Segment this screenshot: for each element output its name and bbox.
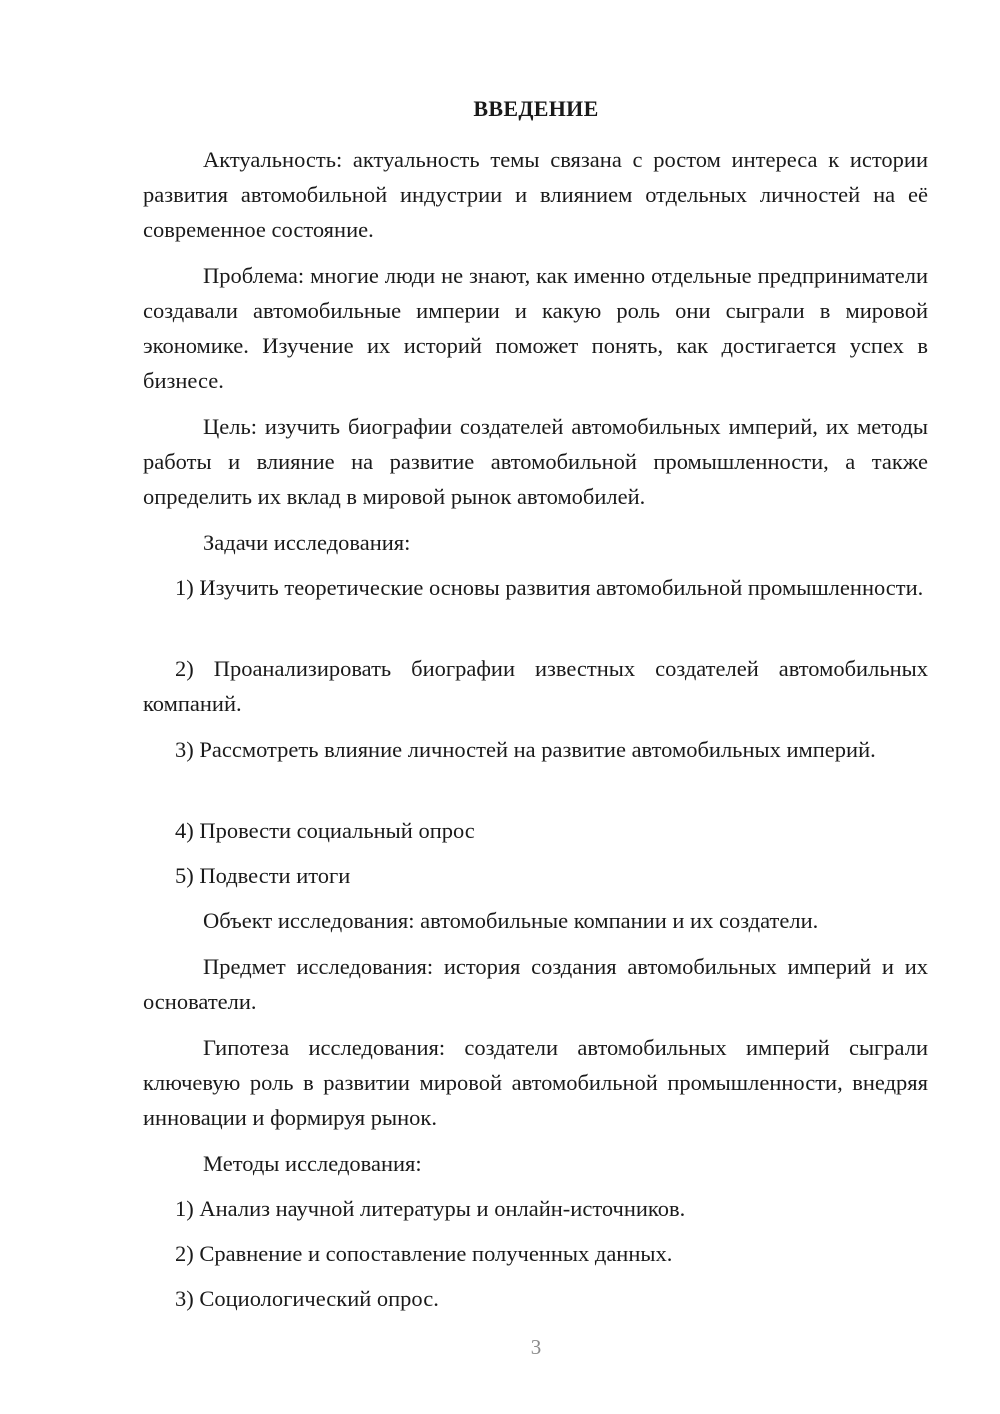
method-item: 1) Анализ научной литературы и онлайн-источников. bbox=[175, 1196, 686, 1221]
method-item: 2) Сравнение и сопоставление полученных данных. bbox=[175, 1241, 673, 1266]
task-item: 5) Подвести итоги bbox=[175, 863, 351, 888]
hypothesis-paragraph: Гипотеза исследования: создатели автомобильных империй сыграли ключевую роль в развитии мировой автомобильной промышленности, внедряя инновации и формируя рынок. bbox=[143, 1035, 928, 1130]
task-item: 1) Изучить теоретические основы развития автомобильной промышленности. bbox=[175, 575, 924, 600]
method-item: 3) Социологический опрос. bbox=[175, 1286, 439, 1311]
tasks-heading: Задачи исследования: bbox=[203, 530, 411, 555]
relevance-paragraph: Актуальность: актуальность темы связана с ростом интереса к истории развития автомобильной индустрии и влиянием отдельных личностей на её современное состояние. bbox=[143, 147, 928, 242]
task-item: 4) Провести социальный опрос bbox=[175, 818, 475, 843]
object-paragraph: Объект исследования: автомобильные компании и их создатели. bbox=[203, 908, 819, 933]
goal-paragraph: Цель: изучить биографии создателей автомобильных империй, их методы работы и влияние на развитие автомобильной промышленности, а также определить их вклад в мировой рынок автомобилей. bbox=[143, 414, 928, 509]
task-item: 3) Рассмотреть влияние личностей на развитие автомобильных империй. bbox=[175, 737, 876, 762]
page-number: 3 bbox=[530, 1335, 542, 1359]
methods-heading: Методы исследования: bbox=[203, 1151, 422, 1176]
page-title: ВВЕДЕНИЕ bbox=[473, 96, 599, 121]
subject-paragraph: Предмет исследования: история создания автомобильных империй и их основатели. bbox=[143, 954, 928, 1014]
task-item: 2) Проанализировать биографии известных создателей автомобильных компаний. bbox=[143, 656, 928, 716]
problem-paragraph: Проблема: многие люди не знают, как именно отдельные предприниматели создавали автомобильные империи и какую роль они сыграли в мировой экономике. Изучение их историй поможет понять, как достигается успех в бизнесе. bbox=[143, 263, 928, 393]
